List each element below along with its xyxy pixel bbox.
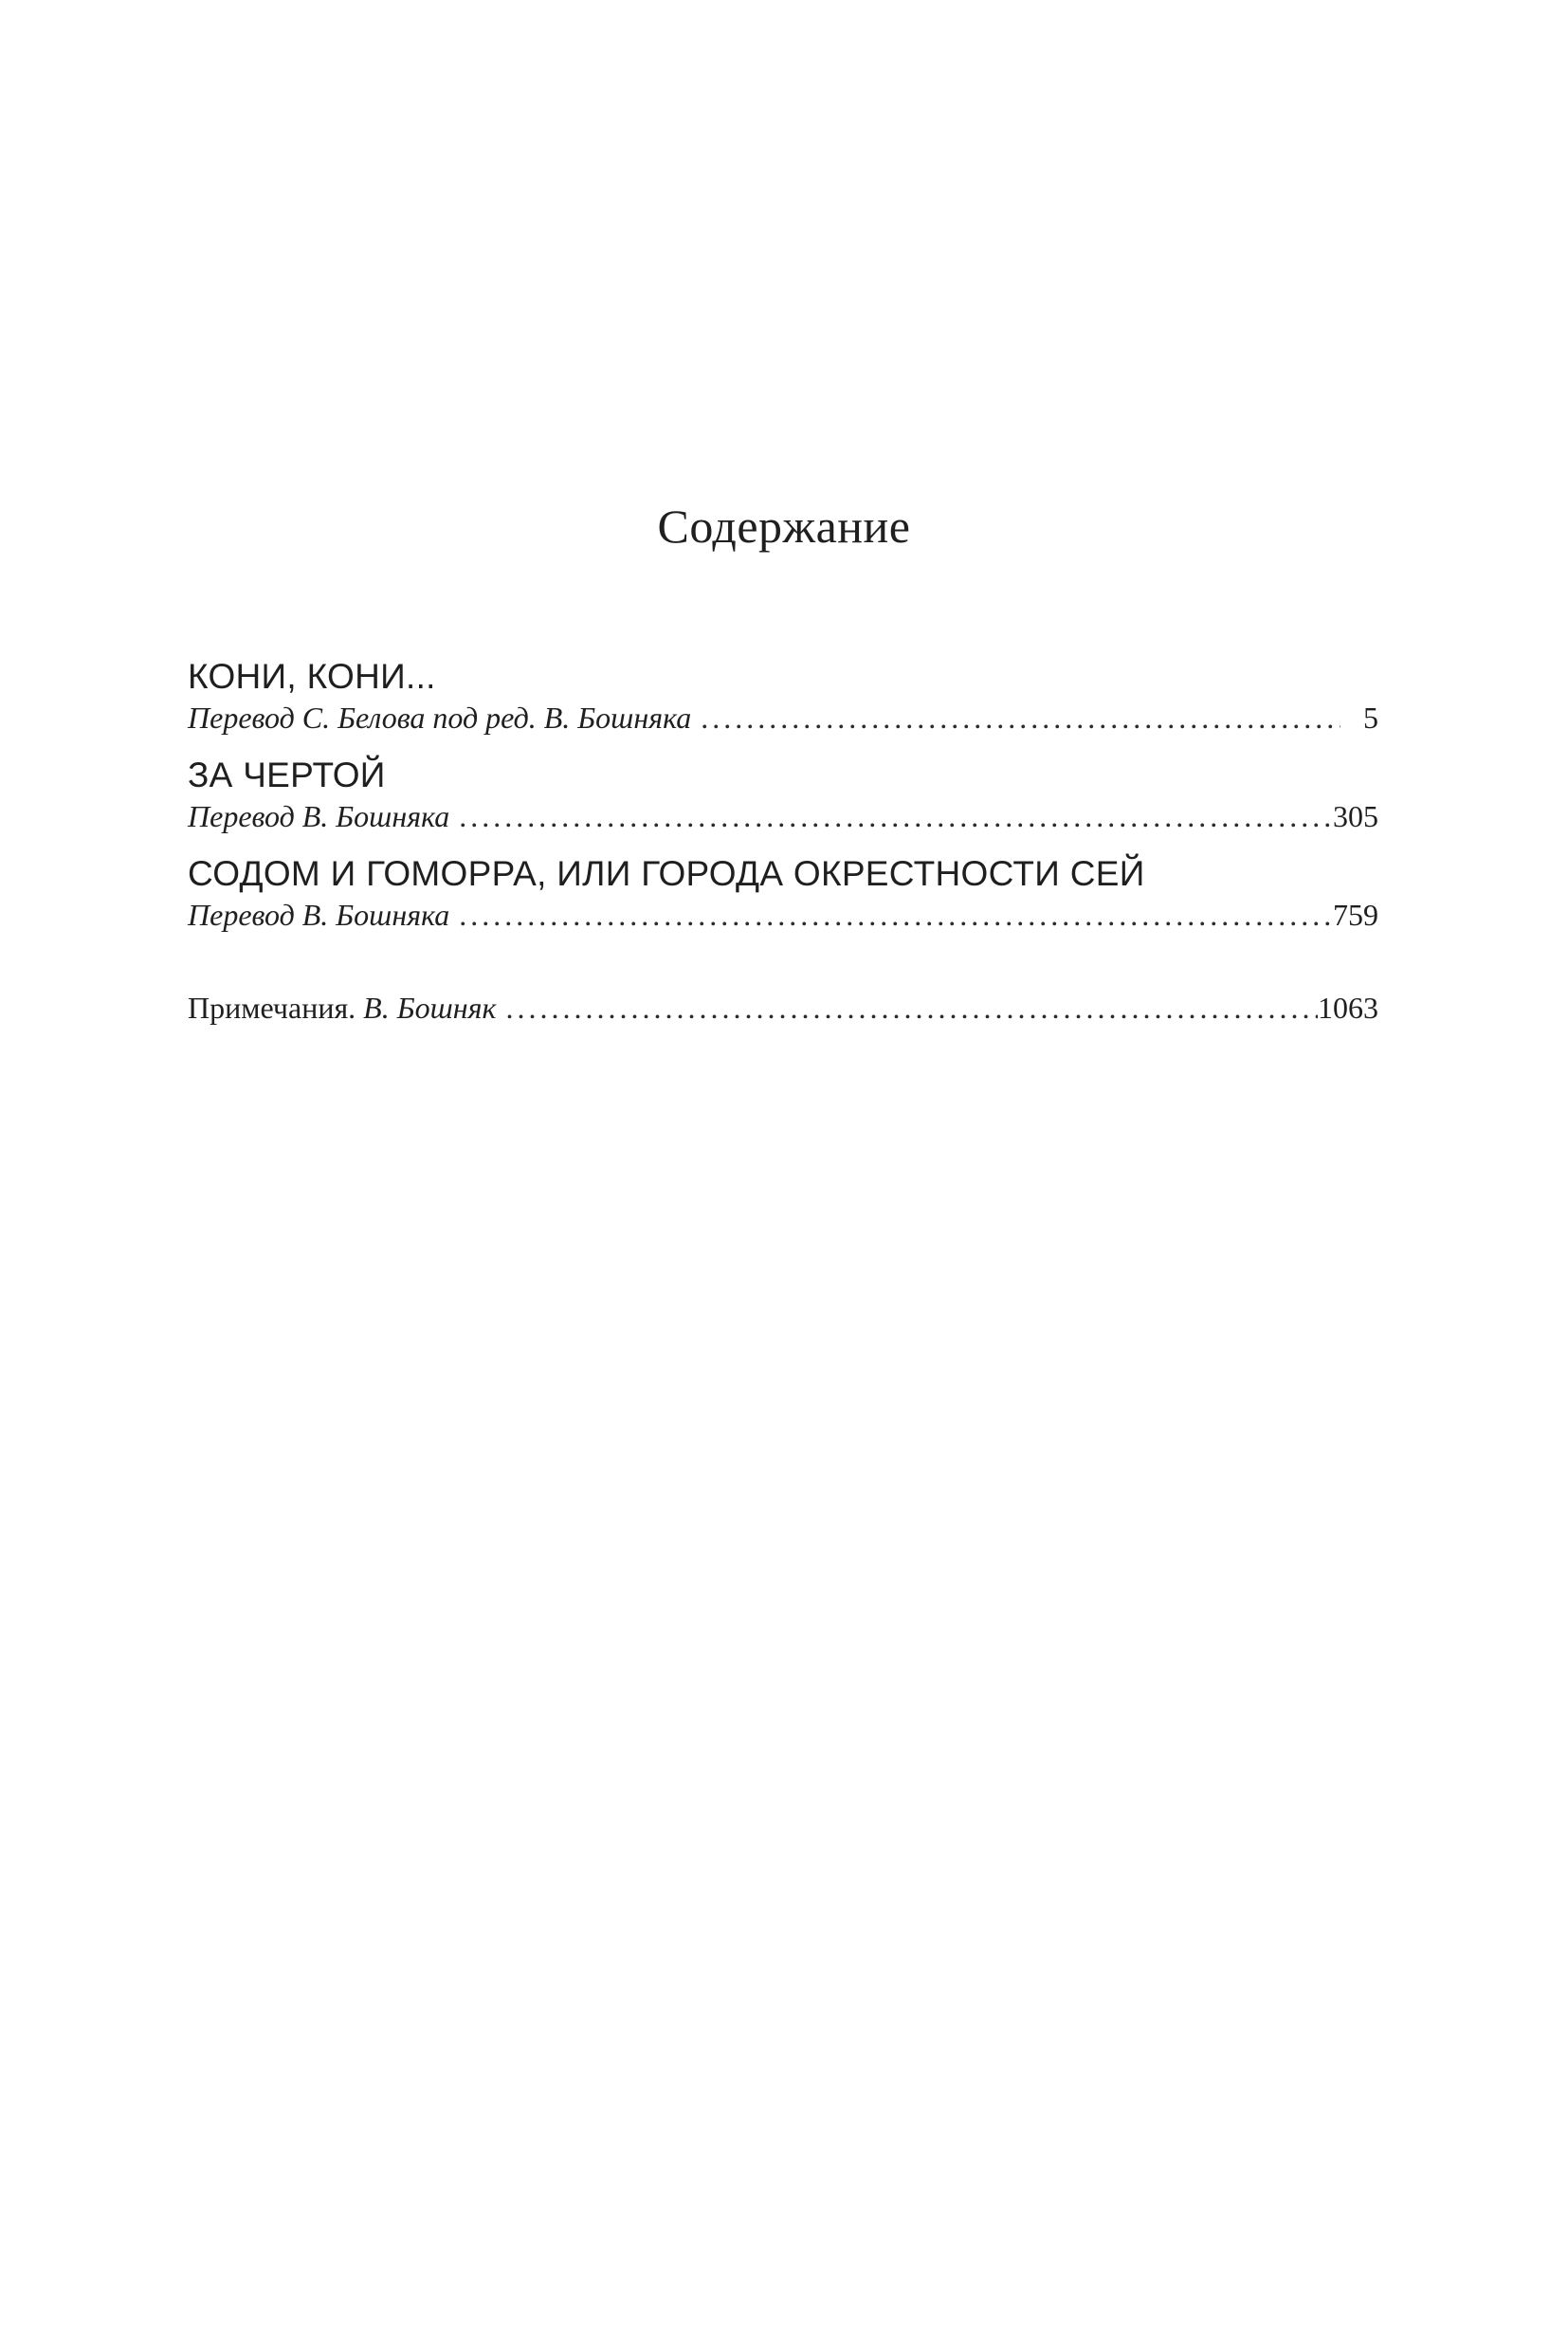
notes-label: Примечания. bbox=[188, 991, 356, 1025]
dot-leader bbox=[691, 698, 1340, 738]
toc-entry-line bbox=[188, 895, 1378, 935]
toc-entry-page: 759 bbox=[1333, 898, 1378, 932]
toc-entry-line bbox=[188, 698, 1378, 738]
toc-entry bbox=[188, 755, 1378, 836]
dot-leader bbox=[449, 796, 1333, 836]
toc-entry-title: ЗА ЧЕРТОЙ bbox=[188, 756, 386, 794]
toc-entry-page: 305 bbox=[1333, 799, 1378, 833]
toc-entry-translator: Перевод С. Белова под ред. В. Бошняка bbox=[188, 701, 692, 735]
toc-entry-line bbox=[188, 796, 1378, 836]
toc-entry bbox=[188, 853, 1378, 935]
dot-leader bbox=[449, 895, 1333, 935]
toc-notes-page: 1063 bbox=[1318, 991, 1378, 1025]
toc-entry-title: КОНИ, КОНИ... bbox=[188, 657, 436, 696]
dot-leader bbox=[496, 988, 1318, 1028]
toc-notes-label bbox=[188, 988, 496, 1028]
table-of-contents bbox=[188, 656, 1378, 1028]
notes-author: В. Бошняк bbox=[363, 991, 497, 1025]
toc-notes-line bbox=[188, 988, 1378, 1028]
toc-entry-page: 5 bbox=[1363, 701, 1378, 735]
toc-notes-entry bbox=[188, 988, 1378, 1028]
toc-entry bbox=[188, 656, 1378, 738]
toc-entry-translator: Перевод В. Бошняка bbox=[188, 799, 450, 833]
toc-entry-title: СОДОМ И ГОМОРРА, ИЛИ ГОРОДА ОКРЕСТНОСТИ СЕЙ bbox=[188, 854, 1145, 893]
page-title: Содержание bbox=[657, 500, 911, 553]
toc-entry-translator: Перевод В. Бошняка bbox=[188, 898, 450, 932]
